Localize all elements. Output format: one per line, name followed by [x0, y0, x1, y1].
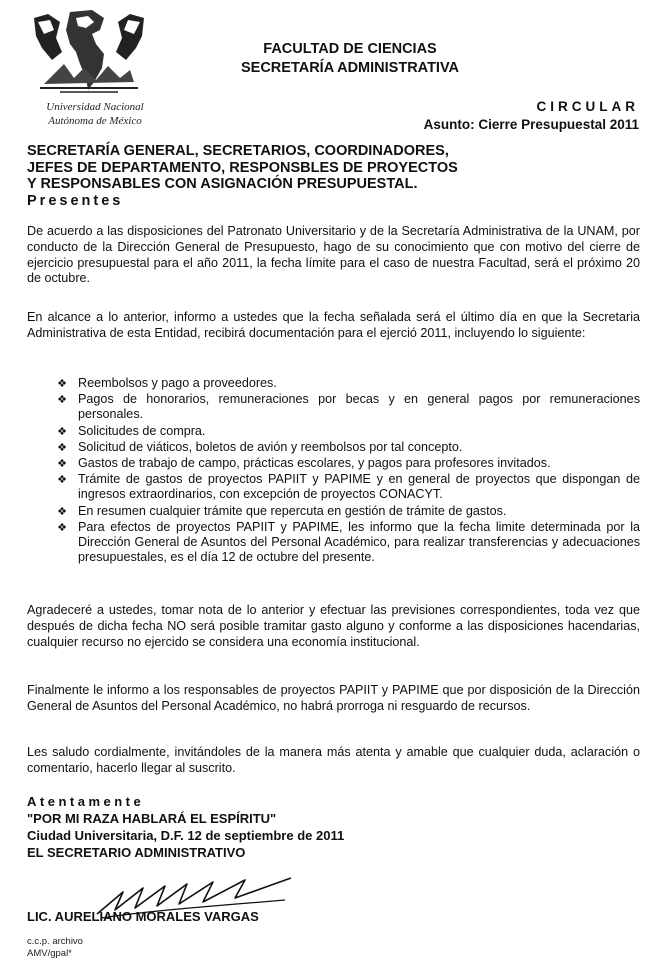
closing-place-date: Ciudad Universitaria, D.F. 12 de septiembre de 2011	[27, 828, 345, 843]
list-item	[55, 520, 640, 566]
list-item-text: Solicitudes de compra.	[78, 423, 206, 438]
diamond-ornament-icon: ❖	[57, 457, 67, 471]
faculty-header	[200, 40, 500, 78]
university-name	[20, 100, 170, 128]
signer-name: LIC. AURELIANO MORALES VARGAS	[27, 909, 259, 924]
university-name-line2: Autónoma de México	[48, 115, 142, 127]
university-name-line1: Universidad Nacional	[46, 101, 144, 113]
faculty-name: FACULTAD DE CIENCIAS	[263, 41, 437, 57]
paragraph-scope: En alcance a lo anterior, informo a ustedes que la fecha señalada será el último día en que la Secretaria Administrativa de esta Entidad, recibirá documentación para el ejerció 2011, incluyendo lo siguiente:	[27, 310, 640, 340]
paragraph-papiit-notice: Finalmente le informo a los responsables de proyectos PAPIIT y PAPIME que por disposición de la Dirección General de Asuntos del Personal Académico, no habrá prorroga ni resguardo de recursos.	[27, 683, 640, 713]
closing-motto: "POR MI RAZA HABLARÁ EL ESPÍRITU"	[27, 811, 277, 826]
list-item	[55, 504, 640, 519]
paragraph-deadline-notice: Agradeceré a ustedes, tomar nota de lo anterior y efectuar las previsiones correspondientes, toda vez que después de dicha fecha NO será posible tramitar gasto alguno y conforme a las disposiciones hacendarias, cualquier recurso no ejercido se considera una economía institucional.	[27, 603, 640, 649]
list-item-text: Solicitud de viáticos, boletos de avión y reembolsos por tal concepto.	[78, 439, 463, 454]
diamond-ornament-icon: ❖	[57, 377, 67, 390]
recipients-line: JEFES DE DEPARTAMENTO, RESPONSBLES DE PROYECTOS	[27, 159, 458, 176]
diamond-ornament-icon: ❖	[57, 520, 67, 534]
diamond-ornament-icon: ❖	[57, 440, 67, 454]
list-item-text: Reembolsos y pago a proveedores.	[78, 376, 277, 390]
department-name: SECRETARÍA ADMINISTRATIVA	[240, 60, 460, 76]
list-item-text: Trámite de gastos de proyectos PAPIIT y PAPIME y en general de proyectos que dispongan de ingresos extraordinarios, con excepción de proyectos CONACYT.	[78, 472, 640, 502]
circular-block	[424, 98, 639, 134]
presentes-label: Presentes	[27, 192, 124, 209]
unam-seal-icon	[30, 8, 148, 94]
diamond-ornament-icon: ❖	[57, 504, 67, 518]
diamond-ornament-icon: ❖	[57, 473, 67, 487]
closing-position: EL SECRETARIO ADMINISTRATIVO	[27, 845, 246, 860]
paragraph-farewell: Les saludo cordialmente, invitándoles de la manera más atenta y amable que cualquier duda, aclaración o comentario, hacerlo llegar al suscrito.	[27, 745, 640, 775]
circular-label: CIRCULAR	[536, 99, 639, 114]
paragraph-intro: De acuerdo a las disposiciones del Patronato Universitario y de la Secretaría Administrativa de la UNAM, por conducto de la Dirección General de Presupuesto, hago de su conocimiento que con motivo del cierre de ejercicio presupuestal para el año 2011, la fecha límite para el caso de nuestra Facultad, será el próximo 20 de octubre.	[27, 224, 640, 286]
recipients-line: Y RESPONSABLES CON ASIGNACIÓN PRESUPUESTAL.	[27, 176, 418, 192]
list-item-text: En resumen cualquier trámite que repercuta en gestión de trámite de gastos.	[78, 503, 507, 518]
list-item-text: Gastos de trabajo de campo, prácticas escolares, y pagos para profesores invitados.	[78, 456, 551, 471]
list-item	[55, 392, 640, 422]
circular-subject: Asunto: Cierre Presupuestal 2011	[423, 117, 639, 132]
recipients-block	[27, 143, 507, 209]
requirements-list	[55, 376, 640, 566]
ccp-line: AMV/gpal*	[27, 948, 72, 959]
diamond-ornament-icon: ❖	[57, 424, 67, 438]
list-item	[55, 456, 640, 471]
list-item	[55, 440, 640, 455]
closing-atentamente: Atentamente	[27, 794, 145, 809]
ccp-block	[27, 936, 83, 960]
diamond-ornament-icon: ❖	[57, 393, 67, 407]
list-item-text: Pagos de honorarios, remuneraciones por becas y en general pagos por remuneraciones personales.	[78, 392, 640, 422]
ccp-line: c.c.p. archivo	[27, 936, 83, 947]
list-item	[55, 472, 640, 502]
list-item-text: Para efectos de proyectos PAPIIT y PAPIME, les informo que la fecha limite determinada por la Dirección General de Asuntos del Personal Académico, para realizar transferencias y adecuaciones presupuestales, es el día 12 de octubre del presente.	[78, 519, 640, 565]
list-item	[55, 424, 640, 439]
list-item	[55, 376, 640, 391]
closing-block	[27, 793, 527, 861]
recipients-line: SECRETARÍA GENERAL, SECRETARIOS, COORDINADORES,	[27, 143, 449, 159]
